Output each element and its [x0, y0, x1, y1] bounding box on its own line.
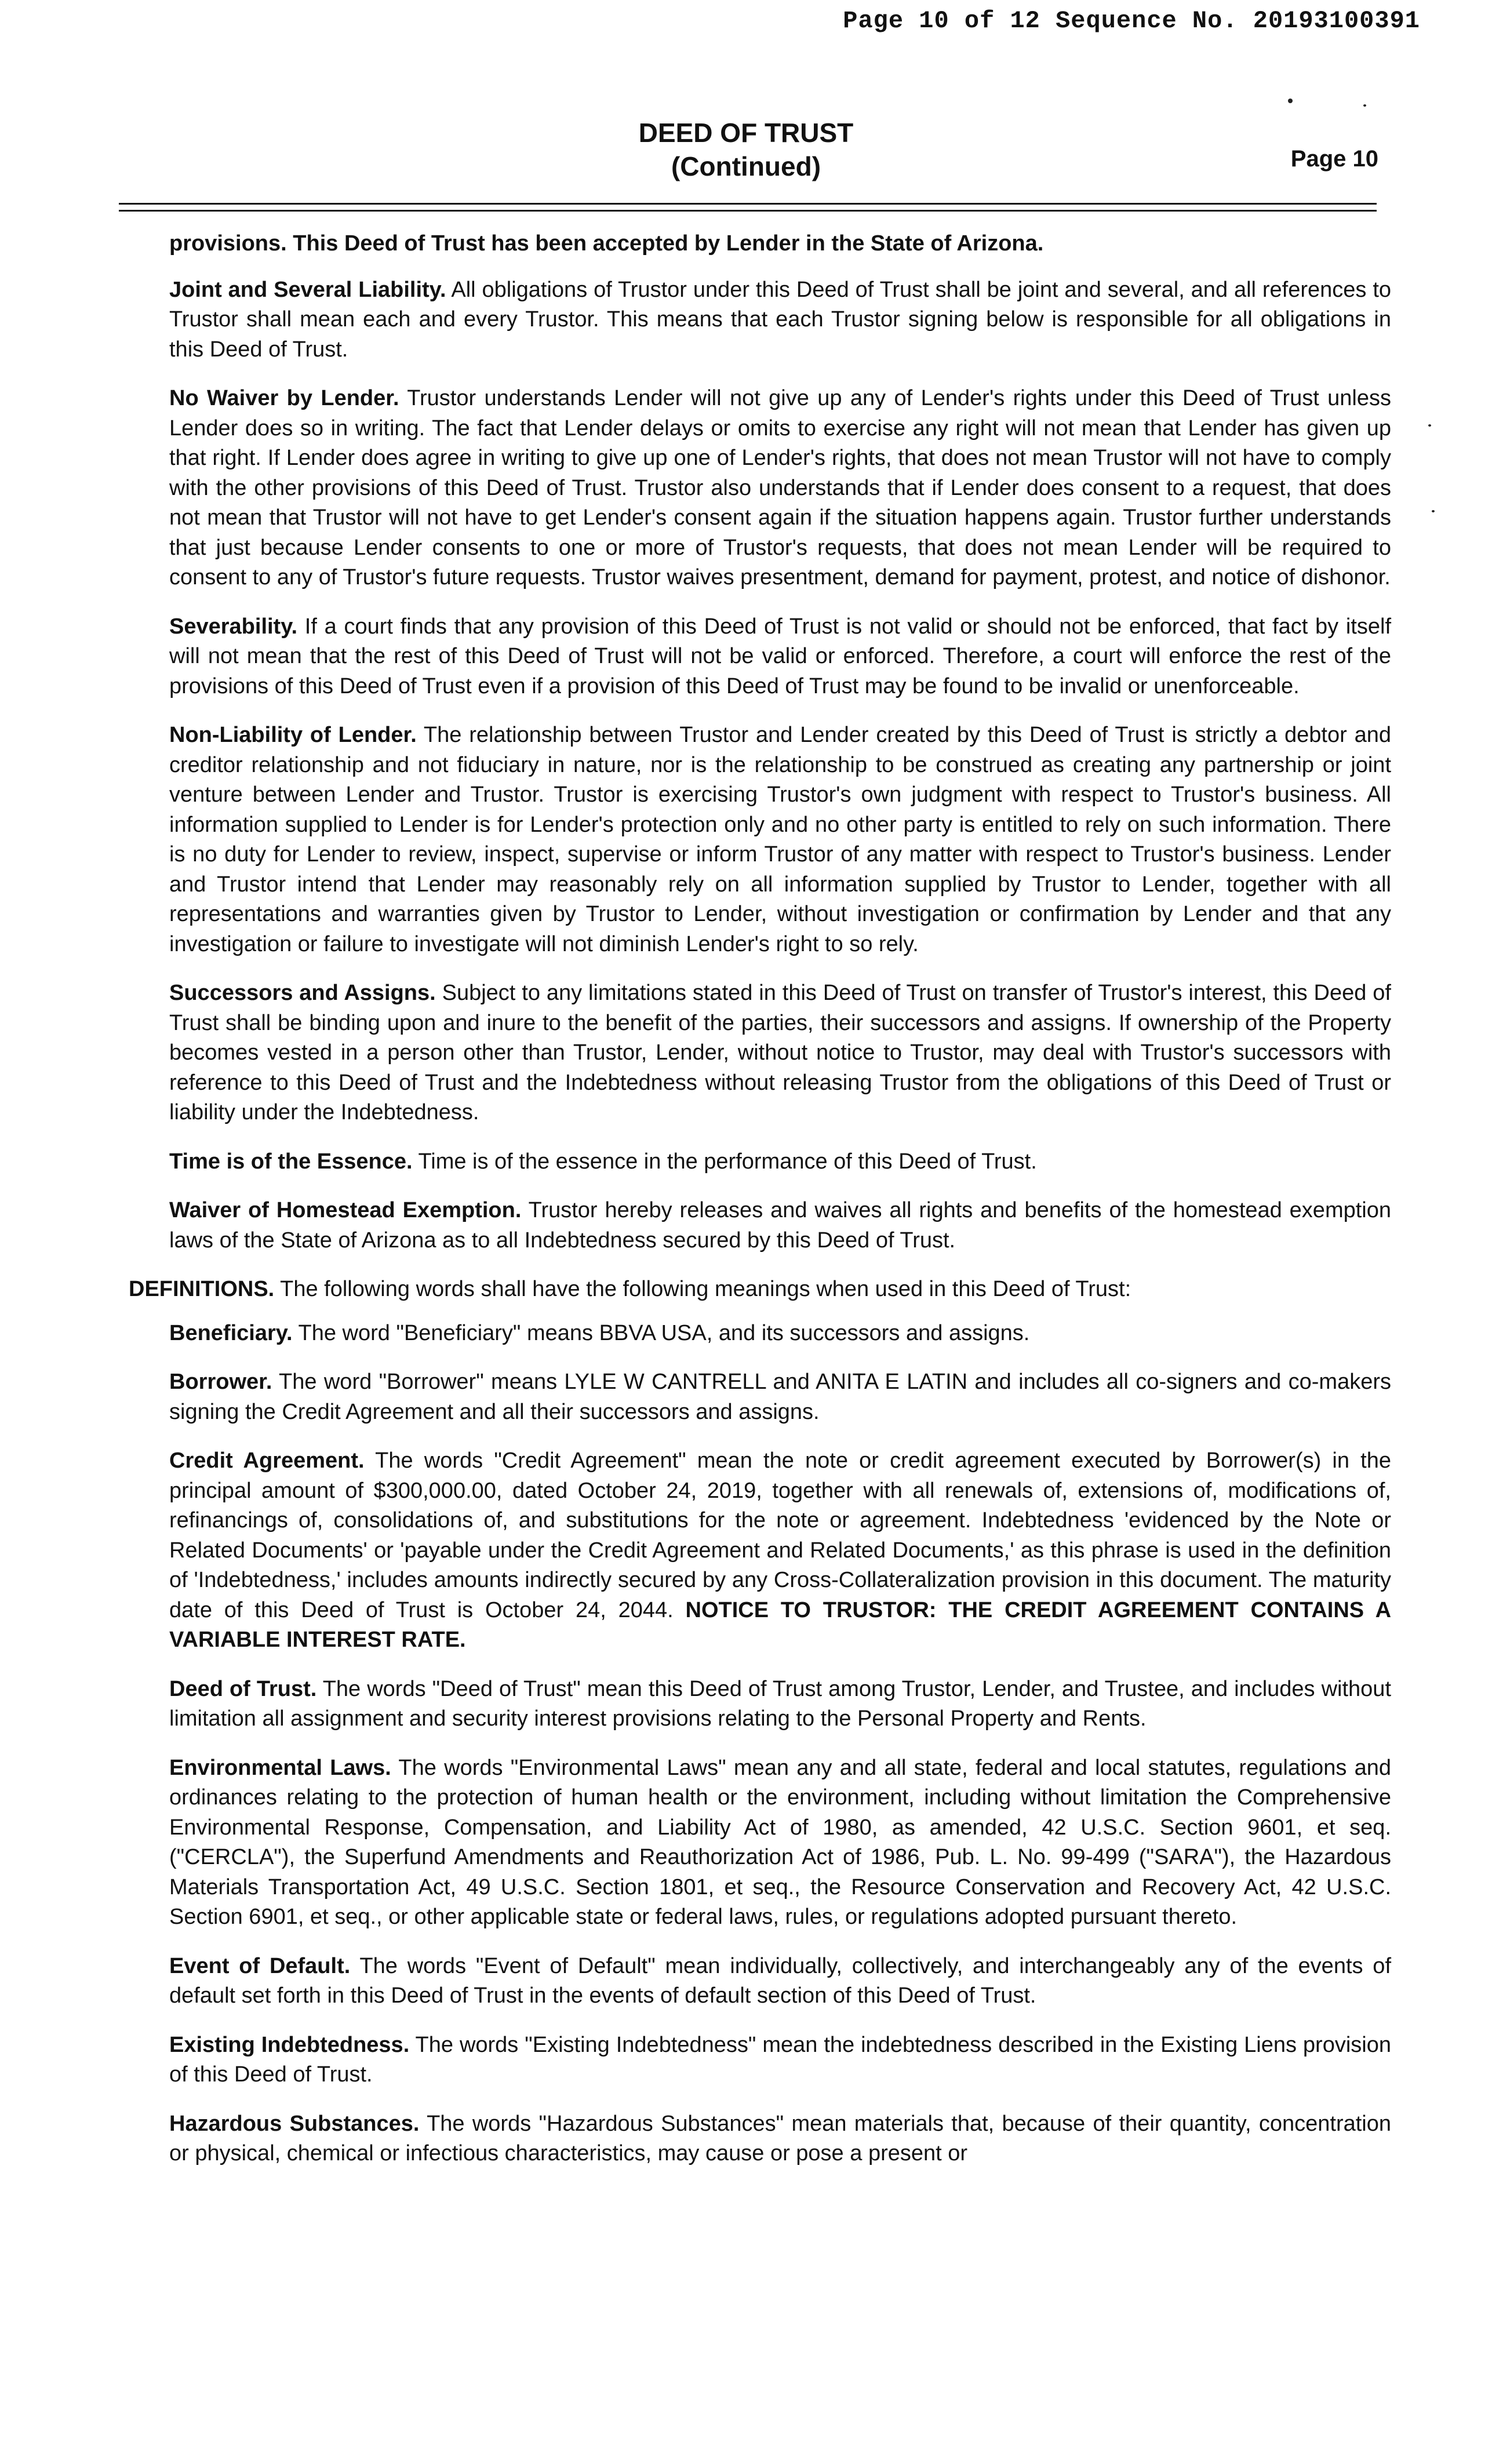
section-text: Trustor hereby releases and waives all rights and benefits of the homestead exemption laws of the State of Arizona as to all Indebtedness secured by this Deed of Trust. — [169, 1198, 1391, 1253]
definition-borrower — [129, 1367, 1391, 1427]
section-non-liability-of-lender — [129, 720, 1391, 959]
section-heading: Time is of the Essence. — [169, 1149, 413, 1174]
document-title: DEED OF TRUST — [638, 118, 854, 148]
opening-line — [129, 229, 1391, 259]
document-body — [129, 229, 1391, 2169]
section-heading: Non-Liability of Lender. — [169, 723, 417, 747]
section-text: Subject to any limitations stated in this Deed of Trust on transfer of Trustor's interest, this Deed of Trust shall be binding upon and inure to the benefit of the parties, their successors and assigns. If ownership of the Property becomes vested in a person other than Trustor, Lender, without notice to Trustor, may deal with Trustor's successors with reference to this Deed of Trust and the Indebtedness without releasing Trustor from the obligations of this Deed of Trust or liability under the Indebtedness. — [169, 981, 1391, 1124]
definition-text: The words "Environmental Laws" mean any and all state, federal and local statutes, regulations and ordinances relating to the protection of human health or the environment, including without limitation the Comprehensive Environmental Response, Compensation, and Liability Act of 1980, as amended, 42 U.S.C. Section 9601, et seq. ("CERCLA"), the Superfund Amendments and Reauthorization Act of 1986, Pub. L. No. 99-499 ("SARA"), the Hazardous Materials Transportation Act, 49 U.S.C. Section 1801, et seq., the Resource Conservation and Recovery Act, 42 U.S.C. Section 6901, et seq., or other applicable state or federal laws, rules, or regulations adopted pursuant thereto. — [169, 1755, 1391, 1929]
definition-term: Credit Agreement. — [169, 1448, 365, 1473]
definition-text: The words "Existing Indebtedness" mean the indebtedness described in the Existing Liens provision of this Deed of Trust. — [169, 2032, 1391, 2087]
scan-speck — [1363, 104, 1366, 107]
scan-speck — [1432, 510, 1435, 512]
definition-term: Hazardous Substances. — [169, 2111, 420, 2136]
section-no-waiver-by-lender — [129, 384, 1391, 593]
definition-event-of-default — [129, 1952, 1391, 2011]
page-number-label: Page 10 — [1290, 146, 1378, 172]
variable-rate-notice: NOTICE TO TRUSTOR: THE CREDIT AGREEMENT CONTAINS A VARIABLE INTEREST RATE. — [169, 1597, 1392, 1652]
section-text: If a court finds that any provision of this Deed of Trust is not valid or should not be enforced, that fact by itself will not mean that the rest of this Deed of Trust will not be valid or enforced. Therefore, a court will enforce the rest of the provisions of this Deed of Trust even if a provision of this Deed of Trust may be found to be invalid or unenforceable. — [169, 614, 1391, 698]
definition-credit-agreement — [129, 1446, 1391, 1655]
section-joint-several-liability — [129, 275, 1391, 365]
definition-term: Existing Indebtedness. — [169, 2032, 410, 2057]
definition-text: The word "Beneficiary" means BBVA USA, and its successors and assigns. — [298, 1320, 1030, 1345]
section-text: Time is of the essence in the performance of this Deed of Trust. — [418, 1149, 1037, 1174]
section-successors-and-assigns — [129, 978, 1391, 1128]
definition-term: Deed of Trust. — [169, 1676, 317, 1701]
scan-speck — [1428, 424, 1431, 427]
definitions-heading-line — [129, 1275, 1391, 1305]
section-severability — [129, 612, 1391, 702]
definition-text: The word "Borrower" means LYLE W CANTRELL and ANITA E LATIN and includes all co-signers and co-makers signing the Credit Agreement and all their successors and assigns. — [169, 1370, 1391, 1424]
definition-term: Borrower. — [169, 1370, 272, 1394]
definition-text: The words "Deed of Trust" mean this Deed of Trust among Trustor, Lender, and Trustee, and includes without limitation all assignment and security interest provisions relating to the Personal Property and Rents. — [169, 1676, 1392, 1731]
sequence-header: Page 10 of 12 Sequence No. 20193100391 — [843, 7, 1420, 35]
document-title-block — [0, 116, 1492, 183]
section-heading: No Waiver by Lender. — [169, 386, 399, 410]
definition-text: The words "Hazardous Substances" mean materials that, because of their quantity, concentration or physical, chemical or infectious characteristics, may cause or pose a present or — [169, 2111, 1392, 2165]
definition-term: Environmental Laws. — [169, 1755, 391, 1780]
definition-environmental-laws — [129, 1753, 1391, 1932]
section-heading: Joint and Several Liability. — [169, 277, 446, 302]
definition-text: The words "Credit Agreement" mean the note or credit agreement executed by Borrower(s) in the principal amount of $300,000.00, dated October 24, 2019, together with all renewals of, extensions of, modifications of, refinancings of, consolidations of, and substitutions for the note or agreement. Indebtedness 'evidenced by the Note or Related Documents' or 'payable under the Credit Agreement and Related Documents,' as this phrase is used in the definition of 'Indebtedness,' includes amounts indirectly secured by any Cross-Collateralization provision in this document. The maturity date of this Deed of Trust is October 24, 2044. — [169, 1448, 1392, 1622]
document-subtitle: (Continued) — [671, 151, 821, 181]
header-rule-top — [119, 203, 1377, 205]
section-text: Trustor understands Lender will not give up any of Lender's rights under this Deed of Trust unless Lender does so in writing. The fact that Lender delays or omits to exercise any right will not mean that Lender has given up that right. If Lender does agree in writing to give up one of Lender's rights, that does not mean Trustor will not have to comply with the other provisions of this Deed of Trust. Trustor also understands that if Lender does consent to a request, that does not mean that Trustor will not have to get Lender's consent again if the situation happens again. Trustor further understands that just because Lender consents to one or more of Trustor's requests, that does not mean Lender will be required to consent to any of Trustor's future requests. Trustor waives presentment, demand for payment, protest, and notice of dishonor. — [169, 386, 1391, 589]
definition-beneficiary — [129, 1319, 1391, 1349]
section-text: The relationship between Trustor and Lender created by this Deed of Trust is strictly a debtor and creditor relationship and not fiduciary in nature, nor is the relationship to be construed as creating any partnership or joint venture between Lender and Trustor. Trustor is exercising Trustor's own judgment with respect to Trustor's business. All information supplied to Lender is for Lender's protection only and no other party is entitled to rely on such information. There is no duty for Lender to review, inspect, supervise or inform Trustor of any matter with respect to Trustor's business. Lender and Trustor intend that Lender may reasonably rely on all information supplied by Trustor to Lender, together with all representations and warranties given by Trustor to Lender, without investigation or confirmation by Lender and that any investigation or failure to investigate will not diminish Lender's right to so rely. — [169, 723, 1391, 956]
section-heading: Successors and Assigns. — [169, 981, 436, 1005]
section-heading: Severability. — [169, 614, 298, 639]
scan-speck — [1288, 99, 1293, 103]
definition-hazardous-substances — [129, 2109, 1391, 2169]
header-rule-bottom — [119, 210, 1377, 212]
definitions-heading: DEFINITIONS. — [129, 1277, 275, 1301]
definitions-intro: The following words shall have the following meanings when used in this Deed of Trust: — [280, 1277, 1131, 1301]
definition-existing-indebtedness — [129, 2030, 1391, 2090]
definition-deed-of-trust — [129, 1675, 1391, 1734]
opening-text: provisions. This Deed of Trust has been accepted by Lender in the State of Arizona. — [169, 231, 1044, 256]
definition-term: Beneficiary. — [169, 1320, 293, 1345]
section-waiver-of-homestead-exemption — [129, 1196, 1391, 1255]
section-time-is-of-the-essence — [129, 1147, 1391, 1177]
section-heading: Waiver of Homestead Exemption. — [169, 1198, 522, 1222]
section-text: All obligations of Trustor under this Deed of Trust shall be joint and several, and all references to Trustor shall mean each and every Trustor. This means that each Trustor signing below is responsible for all obligations in this Deed of Trust. — [169, 277, 1392, 362]
definition-text: The words "Event of Default" mean individually, collectively, and interchangeably any of the events of default set forth in this Deed of Trust in the events of default section of this Deed of Trust. — [169, 1953, 1392, 2008]
definition-term: Event of Default. — [169, 1953, 351, 1978]
